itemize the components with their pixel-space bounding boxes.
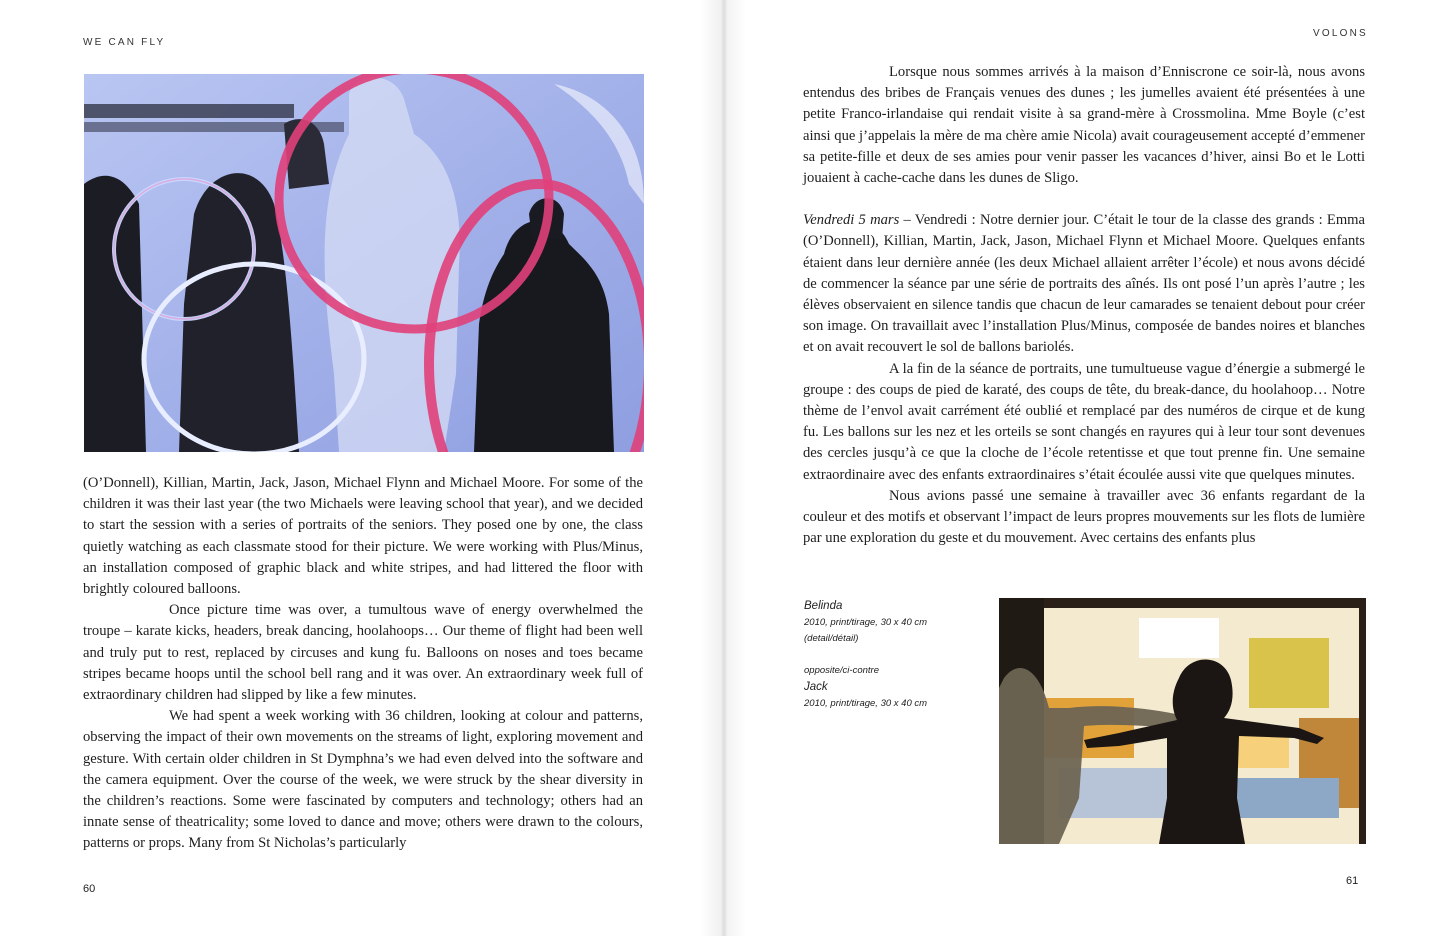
right-paragraph-3: A la fin de la séance de portraits, une tumultueuse vague d’énergie a submergé le groupe : des coups de pied de karaté, des coups de tête, du break-dance, du hoolahoop… Notre thème de l’envol avait carrément été oublié et remplacé par des numéros de cirque et de kung fu. Les ballons sur les nez et les orteils se sont changés en rayures qui à leur tour sont devenues des cercles jusqu’à ce que la cloche de l’école retentisse et que tout prenne fin. Une semaine extraordinaire avec des enfants extraordinaires s’était écoulée aussi vite que quelques minutes. xyxy=(803,360,1365,483)
left-paragraph-3: We had spent a week working with 36 children, looking at colour and patterns, observing the impact of their own movements on the streams of light, exploring movement and gesture. With certain older children in St Dymphna’s we had even delved into the software and the camera equipment. Over the course of the week, we were struck by the shear diversity in the children’s reactions. Some were fascinated by computers and technology; others had an innate sense of theatricality; some loved to dance and move; others were drawn to the colours, patterns or props. Many from St Nicholas’s particularly xyxy=(83,708,643,852)
right-paragraph-1: Lorsque nous sommes arrivés à la maison d’Enniscrone ce soir-là, nous avons entendus des bribes de Français venues des dunes ; les jumelles avaient été présentées à une petite Franco-irlandaise qui rendait visite à sa grand-mère à Crossmolina. Mme Boyle (c’est ainsi que j’appelais la mère de ma chère amie Nicola) avait courageusement accepté d’emmener sa petite-fille et deux de ses amies pour venir passer les vacances d’hiver, ainsi Bo et le Lotti jouaient à cache-cache dans les dunes de Sligo. xyxy=(803,64,1365,187)
left-paragraph-1: (O’Donnell), Killian, Martin, Jack, Jason, Michael Flynn and Michael Moore. For some of the children it was their last year (the two Michaels were leaving school that year), and we decided to start the session with a series of portraits of the seniors. They posed one by one, the class quietly watching as each classmate stood for their picture. We were working with Plus/Minus, an installation composed of graphic black and white stripes, and had littered the floor with brightly coloured balloons. xyxy=(83,475,643,598)
right-page xyxy=(722,0,1445,936)
caption-meta-1: 2010, print/tirage, 30 x 40 cm xyxy=(804,617,928,628)
right-page-number: 61 xyxy=(1346,875,1359,887)
left-paragraph-2: Once picture time was over, a tumultous wave of energy overwhelmed the troupe – karate kicks, headers, break dancing, hoolahoops… Our theme of flight had been well and truly put to rest, replaced by circuses and kung fu. Balloons on noses and toes became stripes became hoops until the school bell rang and it was over. An extraordinary week full of extraordinary children had slipped by like a few minutes. xyxy=(83,602,643,704)
right-paragraph-2: Vendredi 5 mars – Vendredi : Notre dernier jour. C’était le tour de la classe des grands : Emma (O’Donnell), Killian, Martin, Jack, Jason, Michael Flynn et Michael Moore. Quelques enfants étaient dans leur dernière année (les deux Michael allaient arrêter l’école) et nous avons décidé de commencer la séance par une série de portraits des aînés. Ils ont posé l’un après l’autre ; les élèves observaient en silence tandis que chacun de leur camarades se tenaient debout pour créer son image. On travaillait avec l’installation Plus/Minus, composée de bandes noires et blanches et on avait recouvert le sol de ballons bariolés. xyxy=(803,212,1365,356)
left-page xyxy=(0,0,722,936)
left-page-number: 60 xyxy=(83,883,96,895)
belinda-photo xyxy=(999,598,1366,844)
caption-title-jack: Jack xyxy=(804,681,828,693)
left-body-text xyxy=(83,473,643,855)
caption-meta-2: 2010, print/tirage, 30 x 40 cm xyxy=(804,698,928,709)
right-body-text xyxy=(803,62,1365,549)
caption-meta-detail: (detail/détail) xyxy=(804,633,859,644)
caption-title-belinda: Belinda xyxy=(804,600,843,612)
left-running-head: WE CAN FLY xyxy=(83,37,166,48)
book-gutter xyxy=(700,0,746,936)
photo-caption xyxy=(804,598,984,712)
date-label: Vendredi 5 mars xyxy=(803,212,900,229)
hoops-photo xyxy=(84,74,644,452)
right-paragraph-4: Nous avions passé une semaine à travailler avec 36 enfants regardant de la couleur et des motifs et observant l’impact de leurs propres mouvements sur les flots de lumière par une exploration du geste et du mouvement. Avec certains des enfants plus xyxy=(803,487,1365,547)
right-running-head: VOLONS xyxy=(1313,28,1368,39)
caption-opposite-note: opposite/ci-contre xyxy=(804,665,879,676)
